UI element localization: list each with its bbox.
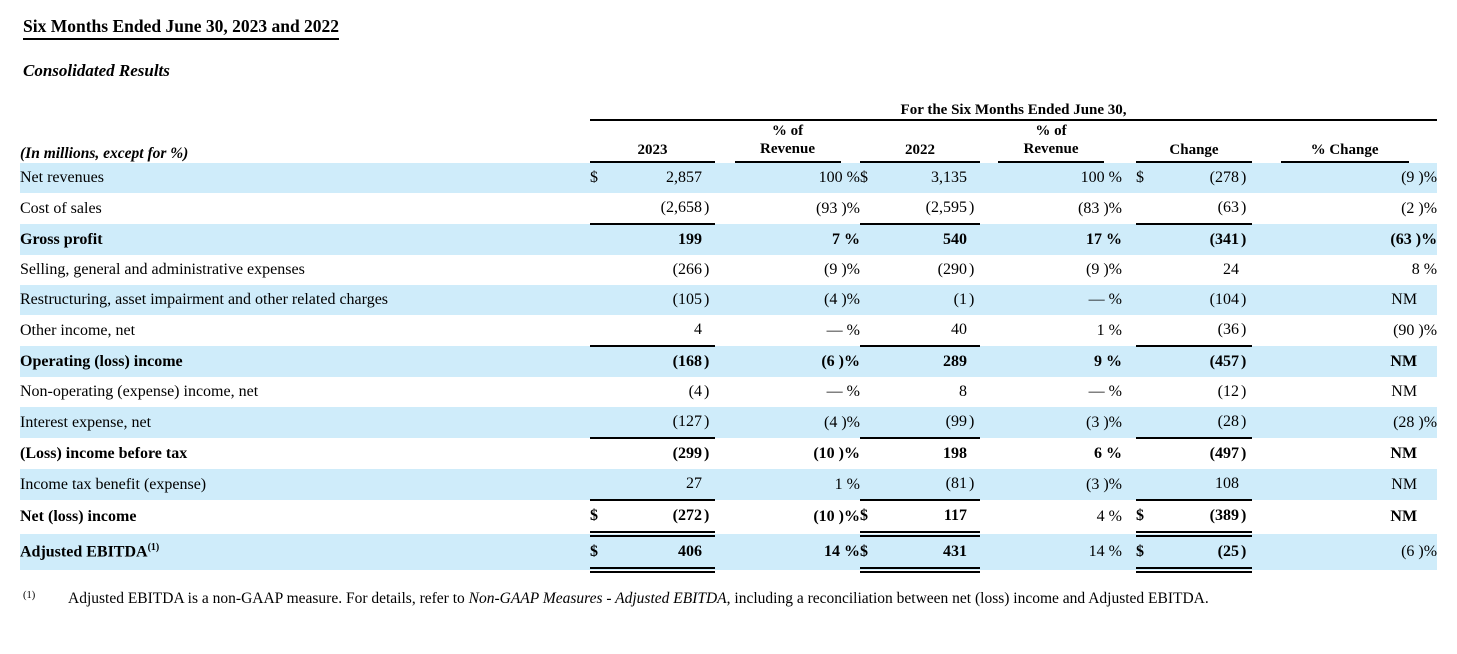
currency-symbol-cell xyxy=(860,315,895,346)
currency-symbol-cell xyxy=(860,346,895,377)
currency-symbol-cell: $ xyxy=(590,163,622,193)
percent-cell: (3 )% xyxy=(980,469,1122,500)
value-cell: (105 ) xyxy=(622,285,715,315)
table-row xyxy=(20,534,1437,570)
percent-cell: 100 % xyxy=(715,163,860,193)
row-label: Gross profit xyxy=(20,224,590,255)
footnote-text-italic: Non-GAAP Measures - Adjusted EBITDA xyxy=(468,590,727,607)
table-row xyxy=(20,500,1437,534)
value-cell: 2,857 xyxy=(622,163,715,193)
currency-symbol-cell: $ xyxy=(1136,500,1168,534)
value-cell: (2,658 ) xyxy=(622,193,715,224)
percent-cell: 6 % xyxy=(1094,444,1122,462)
section-subtitle: Consolidated Results xyxy=(23,61,170,80)
currency-symbol-cell: $ xyxy=(590,534,622,570)
percent-cell: (90 )% xyxy=(1393,321,1438,339)
percent-cell: 17 % xyxy=(980,224,1122,255)
percent-cell: NM xyxy=(1252,285,1437,315)
value-cell: (389 ) xyxy=(1168,500,1252,534)
percent-cell: (28 )% xyxy=(1252,407,1437,438)
value-cell: 117 xyxy=(895,500,980,534)
percent-cell: 9 % xyxy=(980,346,1122,377)
value-cell: (278 ) xyxy=(1168,163,1252,193)
value-cell: (63 ) xyxy=(1168,193,1252,224)
currency-symbol-cell xyxy=(1136,315,1168,346)
currency-symbol-cell xyxy=(1136,346,1168,377)
column-gap xyxy=(1122,500,1136,534)
value-cell: (36 ) xyxy=(1168,315,1252,346)
table-body xyxy=(20,163,1437,570)
currency-symbol-cell xyxy=(1136,193,1168,224)
footnote-text xyxy=(68,586,1437,612)
percent-cell: (6 )% xyxy=(1252,534,1437,570)
currency-symbol-cell xyxy=(860,255,895,285)
footnote-text-pre: Adjusted EBITDA is a non-GAAP measure. For details, refer to xyxy=(68,590,469,607)
value-cell: (12 ) xyxy=(1217,383,1247,400)
row-label: Income tax benefit (expense) xyxy=(20,469,590,500)
percent-cell: (4 )% xyxy=(715,285,860,315)
currency-symbol-cell xyxy=(860,193,895,224)
percent-cell: — % xyxy=(980,285,1122,315)
value-cell: (81 ) xyxy=(895,469,980,500)
column-gap xyxy=(1122,163,1136,193)
footnote xyxy=(20,586,1437,612)
percent-cell: 7 % xyxy=(715,224,860,255)
value-cell: 27 xyxy=(622,469,715,500)
value-cell: (104 ) xyxy=(1168,285,1252,315)
currency-symbol-cell xyxy=(860,285,895,315)
percent-cell: (9 )% xyxy=(1252,163,1437,193)
currency-symbol-cell xyxy=(590,315,622,346)
table-row xyxy=(20,469,1437,500)
row-label: Non-operating (expense) income, net xyxy=(20,383,259,400)
consolidated-results-table xyxy=(20,93,1437,573)
currency-symbol-cell xyxy=(860,438,895,469)
currency-symbol-cell xyxy=(860,407,895,438)
currency-symbol-cell: $ xyxy=(1136,163,1168,193)
row-label: Selling, general and administrative expenses xyxy=(20,261,305,278)
page-title: Six Months Ended June 30, 2023 and 2022 xyxy=(23,16,339,40)
col-header-2023: 2023 xyxy=(590,120,715,163)
row-label: Restructuring, asset impairment and other related charges xyxy=(20,285,590,315)
value-cell: 24 xyxy=(1223,261,1239,278)
units-note: (In millions, except for %) xyxy=(20,145,189,162)
currency-symbol-cell xyxy=(590,346,622,377)
currency-symbol-cell: $ xyxy=(860,534,895,570)
percent-cell: 100 % xyxy=(980,163,1122,193)
value-cell: 199 xyxy=(622,224,715,255)
value-cell: (2,595 ) xyxy=(895,193,980,224)
table-row xyxy=(20,407,1437,438)
value-cell: (1 ) xyxy=(895,285,980,315)
currency-symbol-cell xyxy=(590,407,622,438)
value-cell: (127 ) xyxy=(622,407,715,438)
value-cell: 40 xyxy=(895,315,980,346)
table-row xyxy=(20,255,1437,285)
value-cell: (272 ) xyxy=(622,500,715,534)
percent-cell: (10 )% xyxy=(813,444,860,462)
column-gap xyxy=(1122,407,1136,438)
percent-cell: (83 )% xyxy=(1078,199,1122,217)
currency-symbol-cell xyxy=(590,255,622,285)
value-cell: 431 xyxy=(895,534,980,570)
percent-cell: — % xyxy=(826,383,860,400)
value-cell: 8 xyxy=(959,383,967,400)
percent-cell: 4 % xyxy=(1096,508,1122,525)
value-cell: (99 ) xyxy=(895,407,980,438)
table-span-header-row xyxy=(20,93,1437,120)
value-cell: (497 ) xyxy=(1209,445,1247,462)
percent-cell: (93 )% xyxy=(816,199,860,217)
col-header-pct-revenue-2023: % of Revenue xyxy=(715,120,860,163)
value-cell: (25 ) xyxy=(1168,534,1252,570)
currency-symbol-cell xyxy=(590,377,622,407)
value-cell: 108 xyxy=(1168,469,1252,500)
footnote-marker: (1) xyxy=(23,590,36,601)
column-gap xyxy=(1122,346,1136,377)
currency-symbol-cell xyxy=(1136,438,1168,469)
table-row xyxy=(20,163,1437,193)
value-cell: 289 xyxy=(895,346,980,377)
table-row xyxy=(20,346,1437,377)
table-row xyxy=(20,315,1437,346)
percent-cell: (9 )% xyxy=(824,261,860,278)
column-gap xyxy=(1122,120,1136,163)
row-label: Net (loss) income xyxy=(20,508,137,525)
currency-symbol-cell: $ xyxy=(860,163,895,193)
value-cell: (290 ) xyxy=(937,261,975,278)
currency-symbol-cell: $ xyxy=(1136,534,1168,570)
table-row xyxy=(20,224,1437,255)
row-label: Cost of sales xyxy=(20,199,102,217)
currency-symbol-cell xyxy=(590,193,622,224)
percent-cell: NM xyxy=(1391,383,1418,400)
column-gap xyxy=(1122,377,1136,407)
currency-symbol-cell: $ xyxy=(590,500,622,534)
column-gap xyxy=(1122,224,1136,255)
table-row xyxy=(20,438,1437,469)
currency-symbol-cell xyxy=(1136,407,1168,438)
percent-cell: 8 % xyxy=(1411,261,1438,278)
currency-symbol-cell xyxy=(860,377,895,407)
table-row xyxy=(20,193,1437,224)
currency-symbol-cell xyxy=(1136,224,1168,255)
value-cell: (4 ) xyxy=(688,383,710,400)
percent-cell: 1 % xyxy=(715,469,860,500)
row-label: Adjusted EBITDA$^{(1)}$ xyxy=(20,534,590,570)
column-gap xyxy=(1122,285,1136,315)
row-label: Interest expense, net xyxy=(20,407,590,438)
percent-cell: (2 )% xyxy=(1401,199,1438,217)
value-cell: 198 xyxy=(943,445,967,462)
value-cell: (457 ) xyxy=(1168,346,1252,377)
currency-symbol-cell xyxy=(1136,377,1168,407)
row-label: Other income, net xyxy=(20,321,136,339)
percent-cell: 1 % xyxy=(1096,321,1122,339)
table-row xyxy=(20,285,1437,315)
currency-symbol-cell xyxy=(590,469,622,500)
row-label: (Loss) income before tax xyxy=(20,444,188,462)
percent-cell: (9 )% xyxy=(1086,261,1122,278)
col-header-pct-revenue-2022: % of Revenue xyxy=(980,120,1122,163)
column-gap xyxy=(1122,193,1136,224)
percent-cell: NM xyxy=(1252,346,1437,377)
percent-cell: 14 % xyxy=(715,534,860,570)
span-header: For the Six Months Ended June 30, xyxy=(590,93,1437,120)
column-gap xyxy=(1122,534,1136,570)
column-gap xyxy=(1122,469,1136,500)
currency-symbol-cell xyxy=(590,285,622,315)
percent-cell: (3 )% xyxy=(980,407,1122,438)
currency-symbol-cell: $ xyxy=(860,500,895,534)
percent-cell: NM xyxy=(1390,508,1418,525)
percent-cell: NM xyxy=(1390,444,1418,462)
value-cell: (28 ) xyxy=(1168,407,1252,438)
value-cell: 3,135 xyxy=(895,163,980,193)
col-header-change: Change xyxy=(1136,120,1252,163)
value-cell: 406 xyxy=(622,534,715,570)
empty-corner-cell xyxy=(20,93,590,120)
value-cell: (266 ) xyxy=(672,261,710,278)
percent-cell: (4 )% xyxy=(715,407,860,438)
percent-cell: (6 )% xyxy=(715,346,860,377)
row-label: Net revenues xyxy=(20,163,590,193)
column-gap xyxy=(1122,315,1136,346)
currency-symbol-cell xyxy=(860,224,895,255)
percent-cell: 14 % xyxy=(980,534,1122,570)
percent-cell: (63 )% xyxy=(1252,224,1437,255)
row-label: Operating (loss) income xyxy=(20,346,590,377)
percent-cell: NM xyxy=(1252,469,1437,500)
percent-cell: — % xyxy=(826,321,860,339)
value-cell: 4 xyxy=(622,315,715,346)
currency-symbol-cell xyxy=(590,224,622,255)
col-header-2022: 2022 xyxy=(860,120,980,163)
column-gap xyxy=(1122,438,1136,469)
value-cell: 540 xyxy=(895,224,980,255)
currency-symbol-cell xyxy=(860,469,895,500)
value-cell: (168 ) xyxy=(622,346,715,377)
percent-cell: (10 )% xyxy=(813,508,860,525)
currency-symbol-cell xyxy=(590,438,622,469)
value-cell: (341 ) xyxy=(1168,224,1252,255)
table-row xyxy=(20,377,1437,407)
currency-symbol-cell xyxy=(1136,285,1168,315)
currency-symbol-cell xyxy=(1136,255,1168,285)
table-column-header-row xyxy=(20,120,1437,163)
col-header-pct-change: % Change xyxy=(1252,120,1437,163)
value-cell: (299 ) xyxy=(672,445,710,462)
percent-cell: — % xyxy=(1088,383,1122,400)
footnote-text-post: , including a reconciliation between net (loss) income and Adjusted EBITDA. xyxy=(726,590,1209,607)
currency-symbol-cell xyxy=(1136,469,1168,500)
column-gap xyxy=(1122,255,1136,285)
